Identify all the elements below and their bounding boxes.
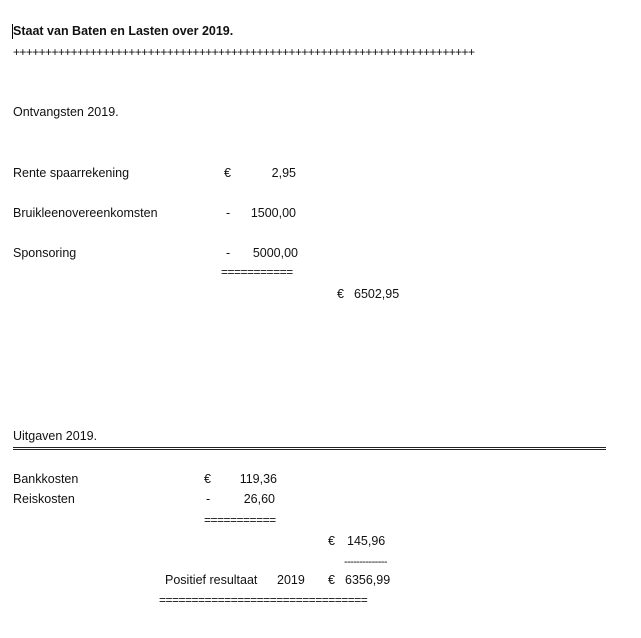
expense-item-currency: € [204,472,211,486]
expense-item-label: Bankkosten [13,472,79,486]
expenses-total-currency: € [328,534,335,548]
income-subtotal-rule: =========== [221,265,293,279]
income-item-amount: 2,95 [271,166,296,180]
income-item-currency: - [226,246,231,260]
expenses-subtotal-rule: =========== [204,513,276,527]
expense-item-label: Reiskosten [13,492,75,506]
expense-item-amount: 119,36 [239,472,277,486]
result-year: 2019 [277,573,305,587]
expenses-heading: Uitgaven 2019. [13,429,98,443]
expense-item-amount: 26,60 [243,492,275,506]
income-total: 6502,95 [354,287,400,301]
result-final-rule: ================================ [159,593,368,607]
expense-item-currency: - [206,492,211,506]
double-rule [13,447,606,450]
result-label: Positief resultaat [165,573,258,587]
result-currency: € [328,573,335,587]
income-heading: Ontvangsten 2019. [13,105,119,119]
result-dash-rule: -------------- [344,556,387,568]
document-title: Staat van Baten en Lasten over 2019. [13,24,234,38]
income-item-label: Sponsoring [13,246,77,260]
income-item-currency: € [224,166,231,180]
income-item-amount: 1500,00 [250,206,296,220]
plus-rule: ++++++++++++++++++++++++++++++++++++++++++++++++++++++++++++++++++++++++ [13,45,475,59]
expenses-total: 145,96 [347,534,386,548]
income-item-currency: - [226,206,231,220]
income-total-currency: € [337,287,344,301]
income-item-label: Bruikleenovereenkomsten [13,206,158,220]
result-amount: 6356,99 [345,573,391,587]
income-item-amount: 5000,00 [252,246,298,260]
income-item-label: Rente spaarrekening [13,166,130,180]
